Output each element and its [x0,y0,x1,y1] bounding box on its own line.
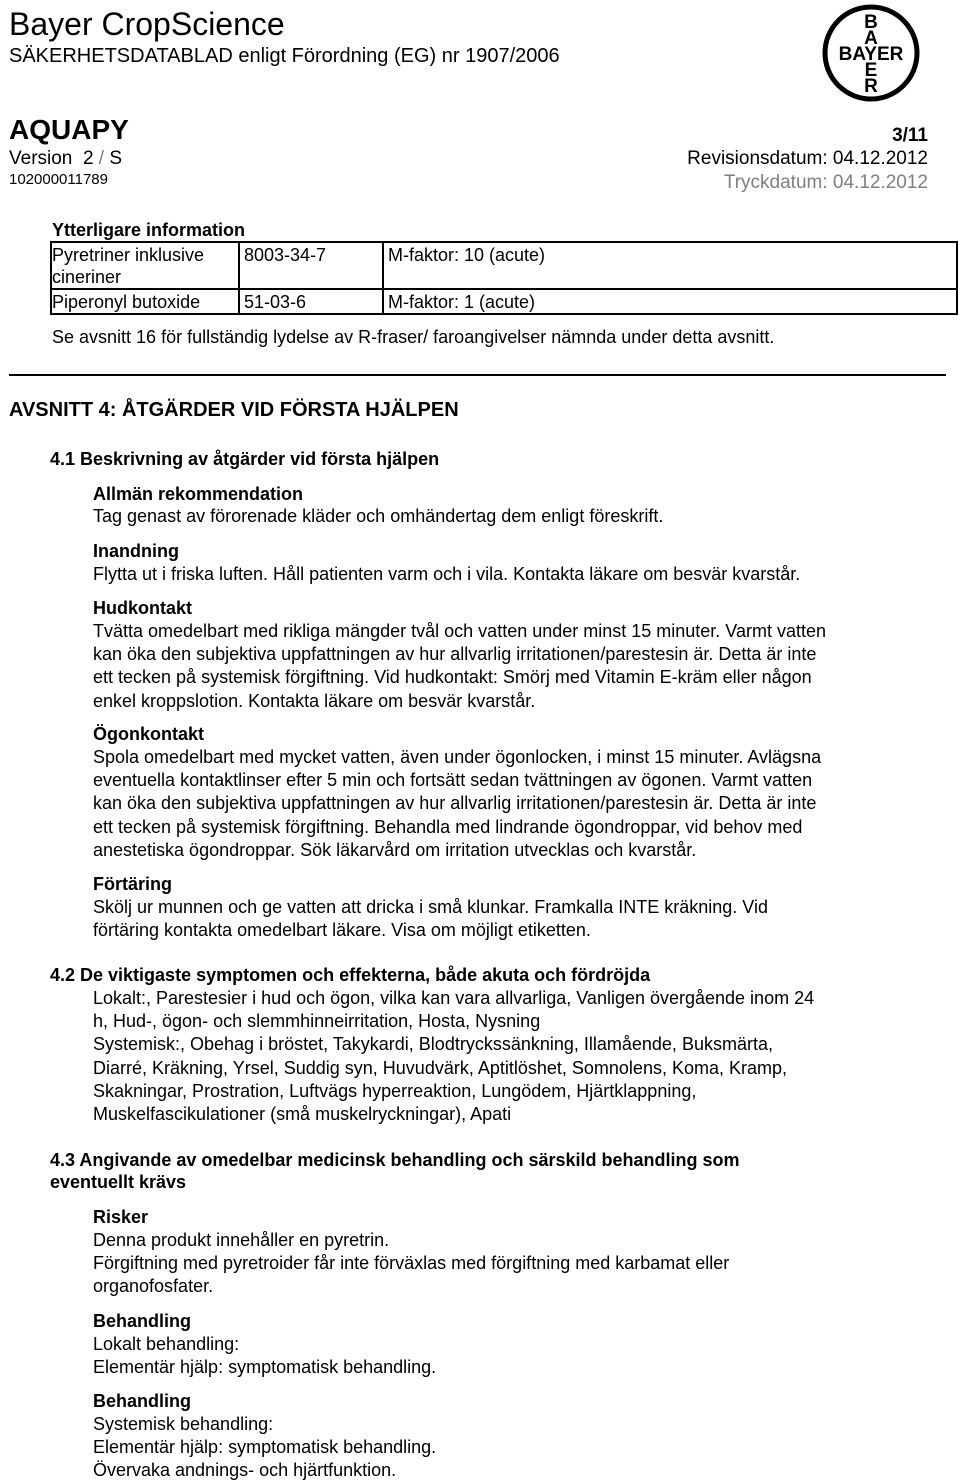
treatment-local-title: Behandling [93,1311,191,1331]
components-table [50,241,958,315]
version-country: S [109,148,123,169]
ingestion-text: Skölj ur munnen och ge vatten att dricka i små klunkar. Framkalla INTE kräkning. Vid förtäring kontakta omedelbart läkare. Visa om möjligt etiketten. [93,897,768,941]
treatment-systemic-text: Systemisk behandling: Elementär hjälp: symptomatisk behandling. Övervaka andnings- och hjärtfunktion. [93,1414,437,1481]
version-number: 2 [82,148,94,169]
print-date: Tryckdatum: 04.12.2012 [723,172,928,193]
section-divider [9,374,946,376]
bayer-logo [821,3,921,103]
svg-text:BAYER: BAYER [838,44,904,65]
inhalation-text: Flytta ut i friska luften. Håll patienten varm och i vila. Kontakta läkare om besvär kvarstår. [93,564,801,584]
skin-contact-text: Tvätta omedelbart med rikliga mängder tvål och vatten under minst 15 minuter. Varmt vatten kan öka den subjektiva uppfattningen av hur allvarlig irritationen/parestesin är. Detta är inte ett tecken på systemisk förgiftning. Vid hudkontakt: Smörj med Vitamin E-kräm eller någon enkel kroppslotion. Kontakta läkare om besvär kvarstår. [93,621,827,711]
table-row [51,242,957,289]
svg-text:R: R [864,76,878,97]
svg-text:B: B [864,12,878,33]
version-info [9,148,122,170]
svg-text:E: E [864,60,878,81]
skin-contact-title: Hudkontakt [93,598,192,618]
component-cas: 51-03-6 [239,289,383,314]
ingestion-title: Förtäring [93,874,172,894]
component-mfactor: M-faktor: 1 (acute) [383,289,957,314]
product-name: AQUAPY [9,114,129,145]
subsection-4-1-title: 4.1 Beskrivning av åtgärder vid första hjälpen [50,449,440,469]
version-label: Version [9,148,73,169]
subsection-4-2-title: 4.2 De viktigaste symptomen och effekterna, både akuta och fördröjda [50,965,651,985]
symptoms-text: Lokalt:, Parestesier i hud och ögon, vilka kan vara allvarliga, Vanligen övergående inom 24 h, Hud-, ögon- och slemmhinneirritation, Hosta, Nysning Systemisk:, Obehag i bröstet, Takykardi, Blodtryckssänkning, Illamående, Buksmärta, Diarré, Kräkning, Yrsel, Suddig syn, Huvudvärk, Aptitlöshet, Somnolens, Koma, Kramp, Skakningar, Prostration, Luftvägs hyperreaktion, Lungödem, Hjärtklappning, Muskelfascikulationer (små muskelryckningar), Apati [93,988,815,1125]
general-advice-text: Tag genast av förorenade kläder och omhändertag dem enligt föreskrift. [93,506,664,526]
risks-title: Risker [93,1207,149,1227]
subsection-4-3-title: 4.3 Angivande av omedelbar medicinsk behandling och särskild behandling som eventuellt krävs [50,1150,740,1192]
section-4-title: AVSNITT 4: ÅTGÄRDER VID FÖRSTA HJÄLPEN [9,399,459,421]
component-name: Piperonyl butoxide [51,289,239,314]
page-number: 3/11 [892,125,928,146]
company-name: Bayer CropScience [9,6,285,42]
revision-date: Revisionsdatum: 04.12.2012 [687,148,928,169]
risks-text: Denna produkt innehåller en pyretrin. Förgiftning med pyretroider får inte förväxlas med förgiftning med karbamat eller organofosfater. [93,1230,730,1297]
version-separator: / [98,148,105,169]
component-cas: 8003-34-7 [239,242,383,289]
general-advice-title: Allmän rekommendation [93,484,304,504]
treatment-local-text: Lokalt behandling: Elementär hjälp: symptomatisk behandling. [93,1334,437,1378]
eye-contact-title: Ögonkontakt [93,724,204,744]
treatment-systemic-title: Behandling [93,1391,191,1411]
table-row [51,289,957,314]
component-mfactor: M-faktor: 10 (acute) [383,242,957,289]
document-subtitle: SÄKERHETSDATABLAD enligt Förordning (EG) nr 1907/2006 [9,45,560,67]
additional-info-title: Ytterligare information [52,220,246,240]
document-id: 102000011789 [9,171,108,188]
eye-contact-text: Spola omedelbart med mycket vatten, även under ögonlocken, i minst 15 minuter. Avlägsna eventuella kontaktlinser efter 5 min och fortsätt sedan tvättningen av ögonen. Varmt vatten kan öka den subjektiva uppfattningen av hur allvarlig irritationen/parestesin är. Detta är inte ett tecken på systemisk förgiftning. Behandla med lindrande ögondroppar, vid behov med anestetiska ögondroppar. Sök läkarvård om irritation utvecklas och kvarstår. [93,747,822,860]
inhalation-title: Inandning [93,541,179,561]
component-name: Pyretriner inklusive cineriner [51,242,239,289]
r-phrase-note: Se avsnitt 16 för fullständig lydelse av R-fraser/ faroangivelser nämnda under detta avsnitt. [52,327,775,347]
svg-text:A: A [864,28,878,49]
